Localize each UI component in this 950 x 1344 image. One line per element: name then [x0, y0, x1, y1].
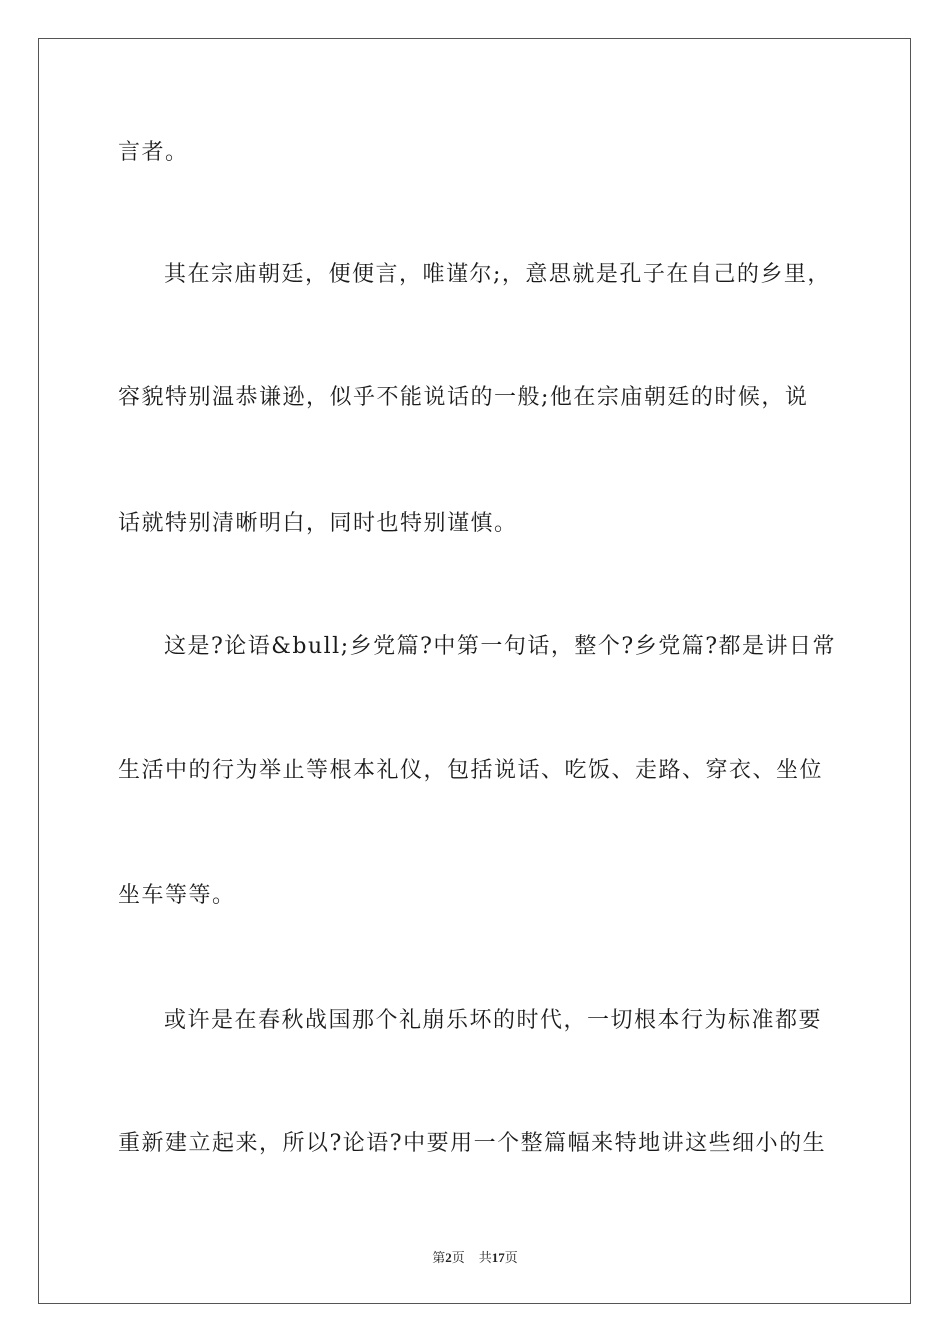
text-line: 生活中的行为举止等根本礼仪，包括说话、吃饭、走路、穿衣、坐位 [118, 758, 824, 783]
paragraph-start-line: 或许是在春秋战国那个礼崩乐坏的时代，一切根本行为标准都要 [164, 1008, 823, 1033]
paragraph-start-line: 这是?论语&bull;乡党篇?中第一句话，整个?乡党篇?都是讲日常 [164, 634, 837, 659]
page-border [38, 38, 911, 1304]
page-suffix: 页 [451, 1250, 465, 1265]
text-line: 话就特别清晰明白，同时也特别谨慎。 [118, 511, 518, 536]
text-line: 言者。 [118, 140, 189, 165]
total-prefix: 共 [478, 1250, 492, 1265]
text-line: 坐车等等。 [118, 883, 236, 908]
page-number: 2 [445, 1250, 452, 1265]
text-line: 重新建立起来，所以?论语?中要用一个整篇幅来特地讲这些细小的生 [118, 1131, 827, 1156]
page-footer [0, 1247, 950, 1266]
total-suffix: 页 [504, 1250, 518, 1265]
paragraph-start-line: 其在宗庙朝廷，便便言，唯谨尔;，意思就是孔子在自己的乡里， [164, 262, 831, 287]
text-line: 容貌特别温恭谦逊，似乎不能说话的一般;他在宗庙朝廷的时候，说 [118, 385, 809, 410]
page-prefix: 第 [432, 1250, 446, 1265]
total-pages: 17 [491, 1250, 505, 1265]
